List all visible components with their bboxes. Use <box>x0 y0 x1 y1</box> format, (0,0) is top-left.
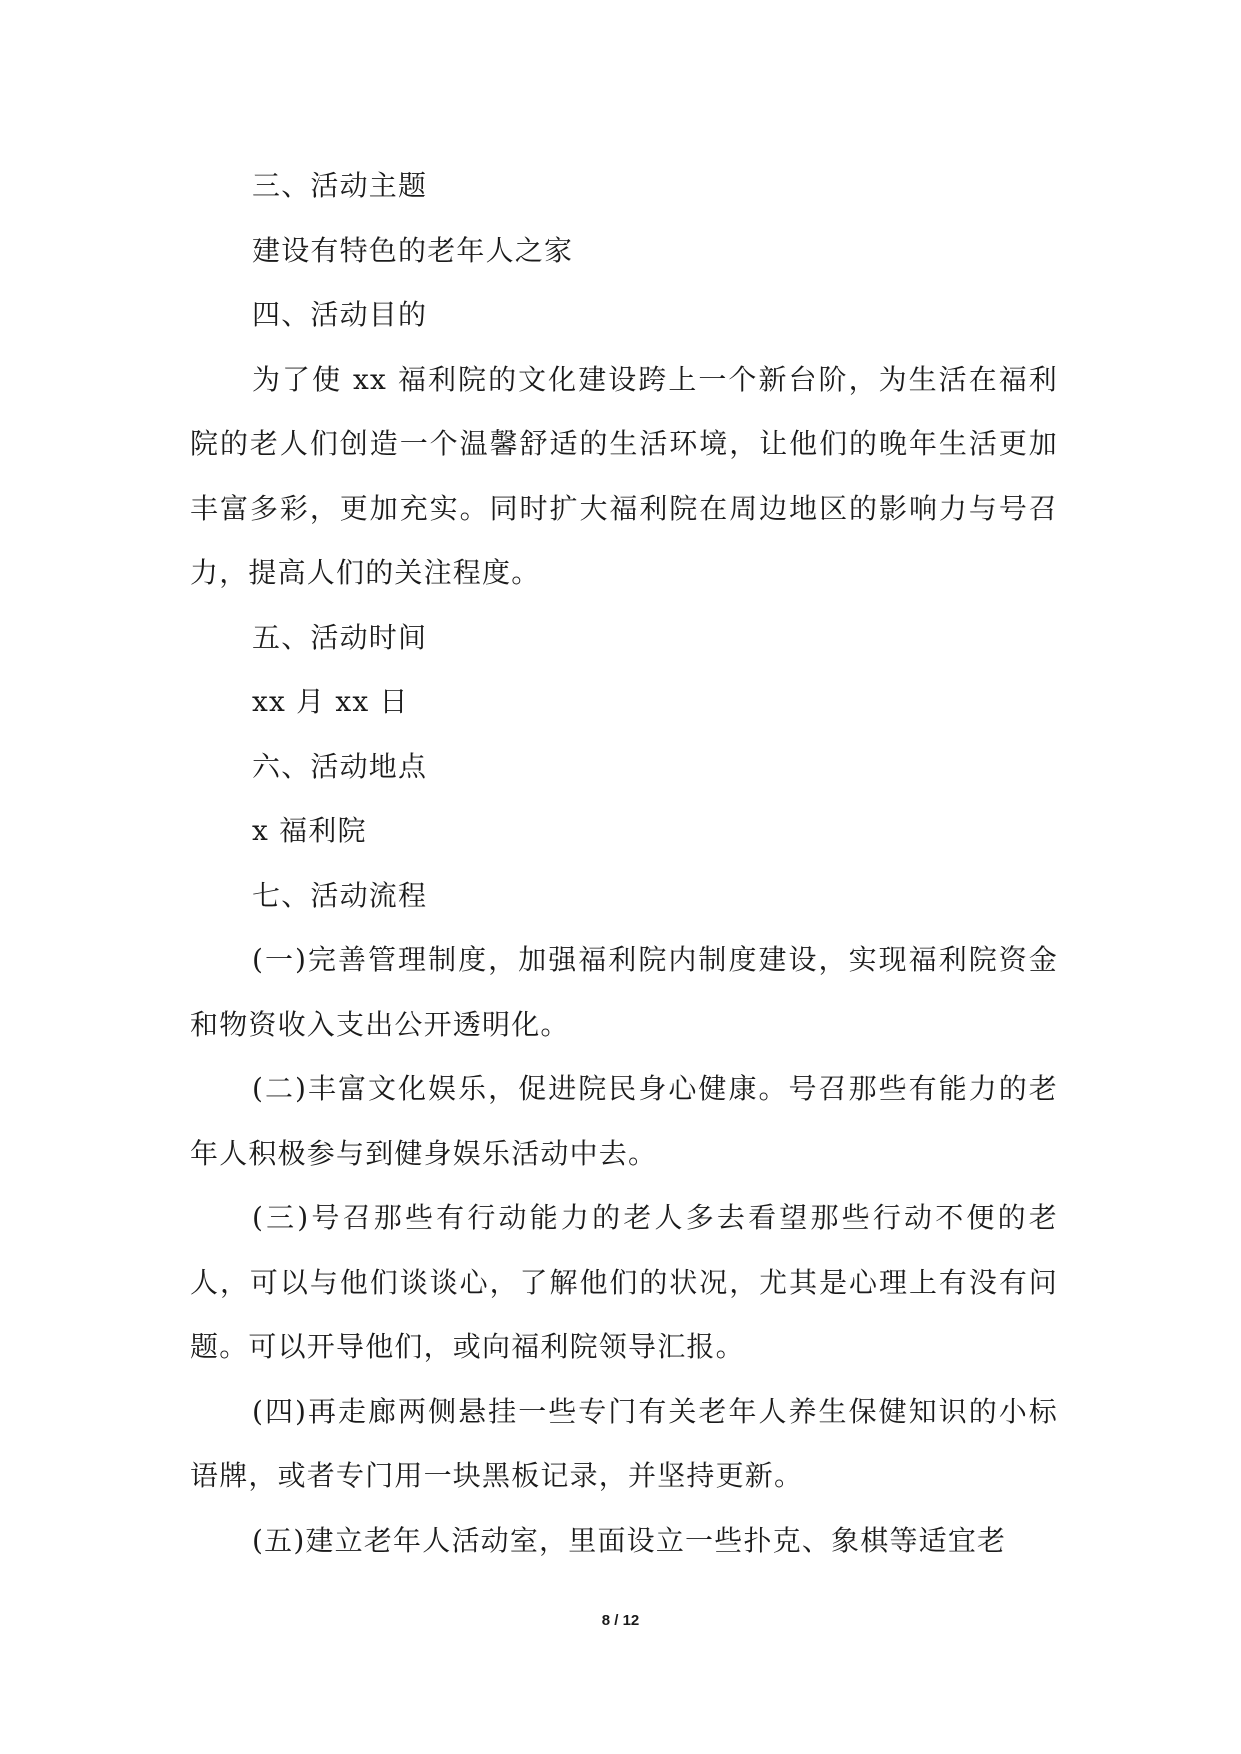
document-body <box>190 154 1058 1573</box>
theme-text: 建设有特色的老年人之家 <box>252 233 574 267</box>
section-heading-time: 五、活动时间 <box>252 620 428 654</box>
time-text: xx 月 xx 日 <box>252 685 409 718</box>
location-text: x 福利院 <box>252 814 367 847</box>
process-item-4: (四)再走廊两侧悬挂一些专门有关老年人养生保健知识的小标语牌，或者专门用一块黑板记录，并坚持更新。 <box>190 1394 1058 1492</box>
process-item-3: (三)号召那些有行动能力的老人多去看望那些行动不便的老人，可以与他们谈谈心，了解他们的状况，尤其是心理上有没有问题。可以开导他们，或向福利院领导汇报。 <box>190 1201 1058 1363</box>
process-item-2: (二)丰富文化娱乐，促进院民身心健康。号召那些有能力的老年人积极参与到健身娱乐活动中去。 <box>190 1072 1058 1170</box>
process-item-5: (五)建立老年人活动室，里面设立一些扑克、象棋等适宜老 <box>252 1523 1007 1557</box>
section-heading-location: 六、活动地点 <box>252 749 428 783</box>
section-heading-purpose: 四、活动目的 <box>252 298 428 331</box>
process-item-1: (一)完善管理制度，加强福利院内制度建设，实现福利院资金和物资收入支出公开透明化。 <box>190 943 1058 1041</box>
section-heading-process: 七、活动流程 <box>252 878 428 912</box>
page-number: 8 / 12 <box>601 1612 640 1629</box>
section-heading-theme: 三、活动主题 <box>252 169 428 202</box>
purpose-paragraph: 为了使 xx 福利院的文化建设跨上一个新台阶，为生活在福利院的老人们创造一个温馨舒适的生活环境，让他们的晚年生活更加丰富多彩，更加充实。同时扩大福利院在周边地区的影响力与号召力，提高人们的关注程度。 <box>190 362 1058 589</box>
